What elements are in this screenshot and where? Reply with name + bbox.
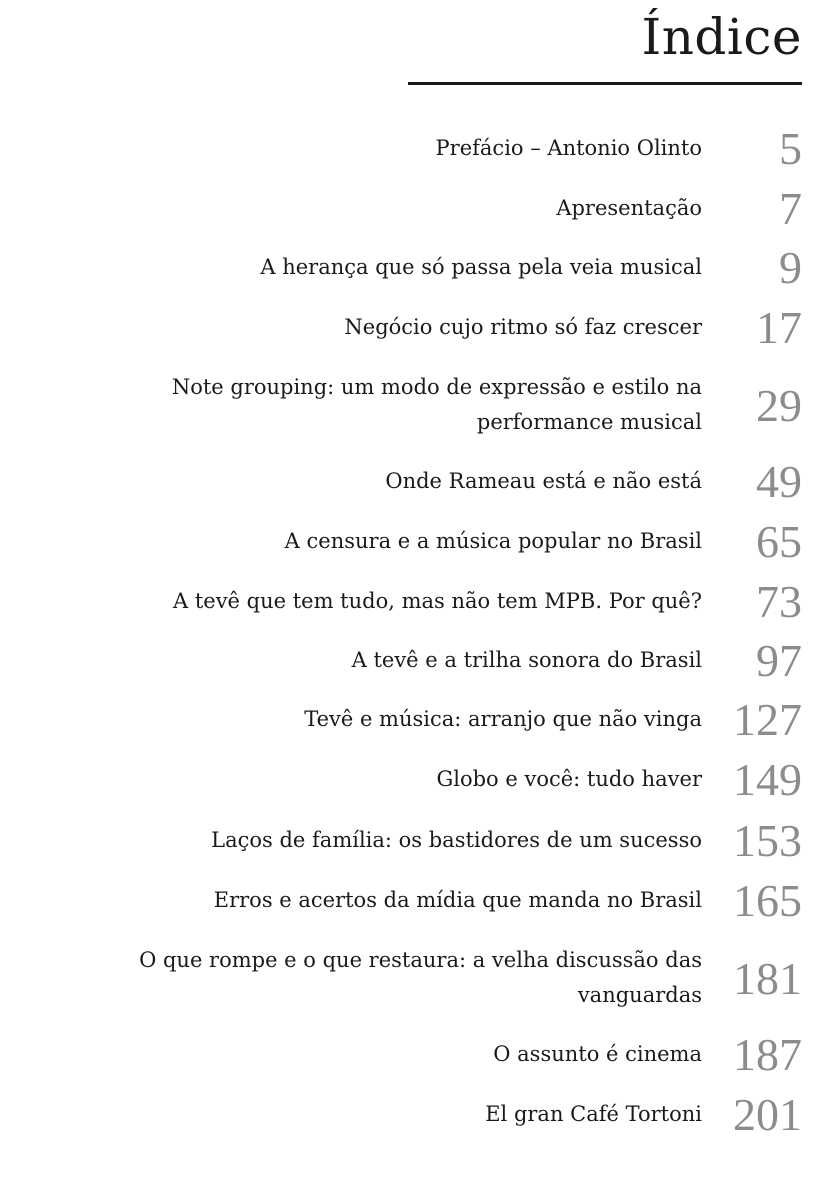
toc-entry xyxy=(120,370,802,440)
toc-entry-title: A tevê que tem tudo, mas não tem MPB. Por quê? xyxy=(172,588,702,613)
toc-entry-page: 73 xyxy=(756,575,802,627)
toc-entry xyxy=(120,122,802,174)
toc-entry xyxy=(120,575,802,627)
toc-entry-title: A censura e a música popular no Brasil xyxy=(284,528,702,553)
toc-entry-page: 181 xyxy=(733,952,802,1004)
toc-entry xyxy=(120,634,802,686)
toc-entry-page: 149 xyxy=(733,753,802,805)
toc-entry-title: Prefácio – Antonio Olinto xyxy=(435,135,702,160)
toc-entry-title: Laços de família: os bastidores de um sucesso xyxy=(211,827,702,852)
toc-entry xyxy=(120,182,802,234)
toc-entry-title: Note grouping: um modo de expressão e estilo na performance musical xyxy=(171,375,702,434)
toc-entry xyxy=(120,515,802,567)
toc-entry-title: Onde Rameau está e não está xyxy=(385,468,702,493)
toc-entry xyxy=(120,1028,802,1080)
toc-entry-page: 17 xyxy=(756,301,802,353)
toc-entry xyxy=(120,1088,802,1140)
toc-entry-page: 29 xyxy=(756,379,802,431)
toc-entry-page: 165 xyxy=(733,874,802,926)
page-title: Índice xyxy=(641,8,802,66)
toc-entry-page: 9 xyxy=(779,241,802,293)
toc-entry-title: Negócio cujo ritmo só faz crescer xyxy=(344,314,702,339)
toc-entry xyxy=(120,753,802,805)
toc-entry-page: 187 xyxy=(733,1028,802,1080)
toc-entry-title: El gran Café Tortoni xyxy=(485,1101,702,1126)
toc-entry-page: 5 xyxy=(779,122,802,174)
toc-entry-title: A tevê e a trilha sonora do Brasil xyxy=(351,647,702,672)
toc-entry-page: 153 xyxy=(733,814,802,866)
toc-entry-title: A herança que só passa pela veia musical xyxy=(260,254,702,279)
toc-entry-title: Apresentação xyxy=(556,195,702,220)
title-divider xyxy=(408,82,802,85)
toc-entry xyxy=(120,455,802,507)
toc-entry-title: Tevê e música: arranjo que não vinga xyxy=(304,706,702,731)
toc-entry-title: O que rompe e o que restaura: a velha discussão das vanguardas xyxy=(139,948,702,1007)
toc-entry xyxy=(120,241,802,293)
toc-entry-title: Globo e você: tudo haver xyxy=(436,766,702,791)
toc-entry xyxy=(120,693,802,745)
toc-entry-page: 127 xyxy=(733,693,802,745)
toc-entry-page: 49 xyxy=(756,455,802,507)
toc-entry xyxy=(120,814,802,866)
toc-entry-title: O assunto é cinema xyxy=(493,1041,702,1066)
toc-entry-page: 97 xyxy=(756,634,802,686)
toc-entry xyxy=(120,943,802,1013)
toc-entry xyxy=(120,301,802,353)
toc-entry xyxy=(120,874,802,926)
toc-entry-title: Erros e acertos da mídia que manda no Brasil xyxy=(213,887,702,912)
toc-entry-page: 7 xyxy=(779,182,802,234)
toc-entry-page: 65 xyxy=(756,515,802,567)
toc-entry-page: 201 xyxy=(733,1088,802,1140)
